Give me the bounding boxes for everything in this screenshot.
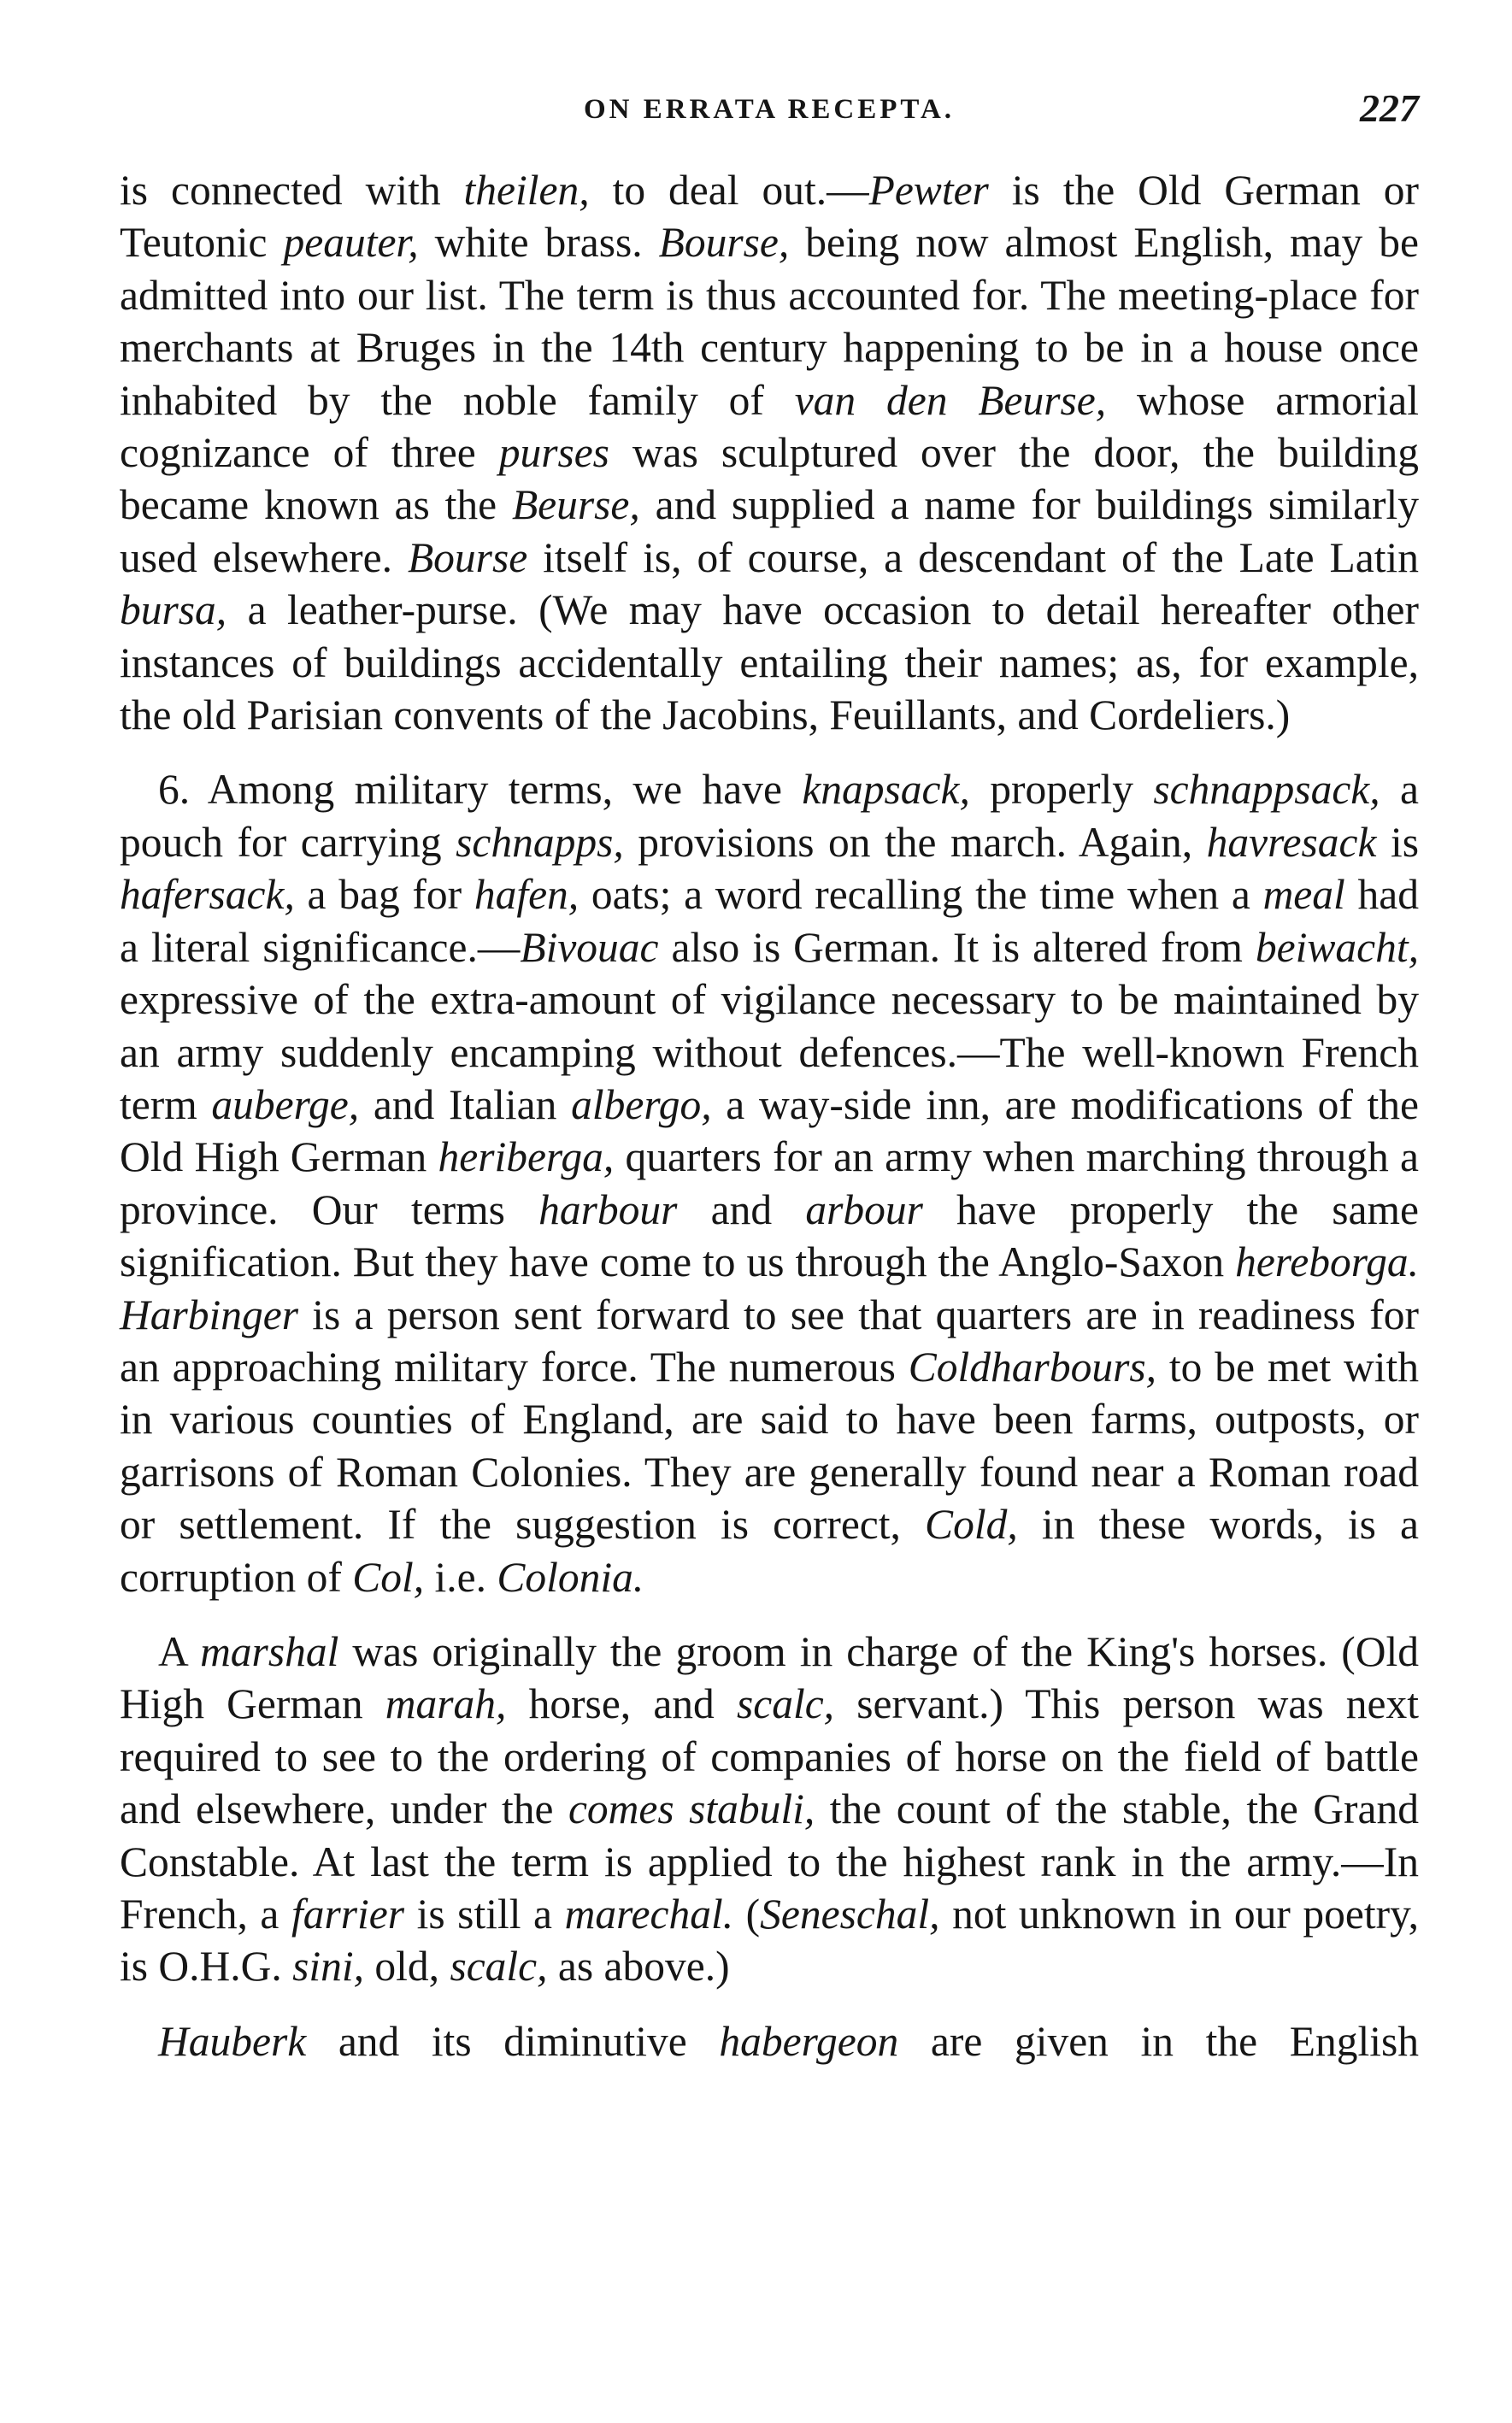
text-run: provisions on the march. Again, (623, 818, 1207, 866)
text-run: the count of the stable, the Grand Constable. At last the term is applied to the highest rank in the army.—In French, a (120, 1785, 1419, 1938)
text-run: had a literal significance.— (120, 871, 1419, 971)
italic-term: theilen, (463, 167, 590, 214)
text-run: was originally the groom in charge of the King's horses. (Old High German (120, 1627, 1419, 1728)
text-run: horse, and (506, 1680, 737, 1728)
text-run: is a person sent forward to see that quarters are in readiness for an approaching military force. The numerous (120, 1291, 1419, 1391)
italic-term: havresack (1206, 818, 1377, 866)
italic-term: albergo, (571, 1080, 712, 1128)
text-run: is connected with (120, 167, 464, 214)
text-run: to be met with in various counties of England, are said to have been farms, outposts, or garrisons of Roman Colonies. They are generally found near a Roman road or settlement. If the suggestion is correct, (120, 1343, 1420, 1549)
text-run: a pouch for carrying (120, 766, 1419, 866)
text-run: a way-side inn, are modifications of the Old High German (120, 1080, 1419, 1181)
running-title: ON ERRATA RECEPTA. (583, 94, 956, 125)
text-run: a bag for (294, 871, 474, 919)
italic-term: bursa, (120, 586, 227, 634)
italic-term: purses (498, 429, 609, 477)
text-run: and Italian (359, 1080, 572, 1128)
italic-term: marechal. (564, 1891, 734, 1938)
text-run: in these words, is a corruption of (120, 1501, 1419, 1601)
text-run: have properly the same signification. But they have come to us through the Anglo-Saxon (120, 1185, 1419, 1286)
page-number: 227 (1360, 86, 1419, 130)
italic-term: Coldharbours, (908, 1343, 1156, 1391)
italic-term: hafersack, (120, 871, 295, 919)
italic-term: peauter, (283, 219, 419, 267)
italic-term: beiwacht, (1255, 923, 1419, 971)
italic-term: Seneschal, (760, 1891, 940, 1938)
text-run: was sculptured over the door, the building became known as the (120, 429, 1419, 529)
italic-term: Harbinger (120, 1291, 298, 1338)
italic-term: heriberga, (438, 1133, 615, 1181)
text-run: i.e. (424, 1553, 497, 1601)
text-run: white brass. (418, 219, 659, 267)
italic-term: habergeon (719, 2017, 899, 2065)
text-run: also is German. It is altered from (658, 923, 1256, 971)
italic-term: harbour (538, 1185, 678, 1233)
text-run: oats; a word recalling the time when a (579, 871, 1263, 919)
italic-term: schnapps, (456, 818, 624, 866)
text-run: as above.) (547, 1943, 730, 1991)
italic-term: Col, (352, 1553, 425, 1601)
text-run: properly (969, 766, 1154, 814)
text-run: and its diminutive (306, 2017, 720, 2065)
italic-term: Pewter (868, 167, 989, 214)
italic-term: Bourse (407, 533, 528, 581)
italic-term: marah, (385, 1680, 507, 1728)
italic-term: Beurse, (511, 481, 640, 529)
text-run: a leather-purse. (We may have occasion to detail hereafter other instances of buildings accidentally entailing their names; as, for example, the old Parisian convents of the Jacobins, Feuillants, and Cordeliers.) (120, 586, 1419, 739)
body-text (120, 164, 1419, 2067)
text-run: being now almost English, may be admitted into our list. The term is thus accounted for. The meeting-place for merchants at Bruges in the 14th century happening to be in a house once inhabited by the noble family of (120, 219, 1419, 424)
italic-term: Hauberk (158, 2017, 307, 2065)
italic-term: Bourse, (658, 219, 790, 267)
text-run: and (677, 1185, 806, 1233)
text-run: are given in the English (898, 2017, 1419, 2065)
italic-term: arbour (805, 1185, 923, 1233)
running-head (120, 85, 1419, 137)
italic-term: Bivouac (520, 923, 659, 971)
italic-term: hereborga. (1235, 1238, 1419, 1286)
italic-term: hafen, (474, 871, 580, 919)
text-run: quarters for an army when marching through a province. Our terms (120, 1133, 1419, 1233)
text-run: old, (364, 1943, 450, 1991)
text-run: is (1376, 818, 1419, 866)
text-run: not unknown in our poetry, is O.H.G. (120, 1891, 1419, 1991)
text-run: to deal out.— (589, 167, 869, 214)
text-run: ( (733, 1891, 761, 1938)
italic-term: marshal (200, 1627, 339, 1675)
paragraph-hauberk (120, 2015, 1419, 2067)
italic-term: sini, (292, 1943, 365, 1991)
italic-term: farrier (291, 1891, 404, 1938)
paragraph-marshal (120, 1626, 1419, 1993)
text-run: whose armorial cognizance of three (120, 376, 1419, 477)
paragraph-military-terms (120, 763, 1419, 1603)
text-run: and supplied a name for buildings similarly used elsewhere. (120, 481, 1419, 581)
italic-term: scalc, (450, 1943, 548, 1991)
italic-term: schnappsack, (1153, 766, 1380, 814)
text-run: itself is, of course, a descendant of the Late Latin (527, 533, 1419, 581)
italic-term: meal (1262, 871, 1345, 919)
text-run: A (158, 1627, 201, 1675)
italic-term: Colonia. (497, 1553, 644, 1601)
italic-term: knapsack, (802, 766, 970, 814)
text-run: is the Old German or Teutonic (120, 167, 1420, 267)
text-run: is still a (404, 1891, 565, 1938)
paragraph-pewter-bourse (120, 164, 1419, 741)
text-run: expressive of the extra-amount of vigilance necessary to be maintained by an army suddenly encamping without defences.—The well-known French term (120, 976, 1419, 1128)
italic-term: scalc, (736, 1680, 835, 1728)
italic-term: comes stabuli, (568, 1785, 815, 1833)
italic-term: Cold, (925, 1501, 1018, 1549)
italic-term: van den Beurse, (794, 376, 1107, 424)
italic-term: auberge, (211, 1080, 360, 1128)
text-run: 6. Among military terms, we have (158, 766, 803, 814)
text-run: servant.) This person was next required to see to the ordering of companies of horse on the field of battle and elsewhere, under the (120, 1680, 1419, 1833)
